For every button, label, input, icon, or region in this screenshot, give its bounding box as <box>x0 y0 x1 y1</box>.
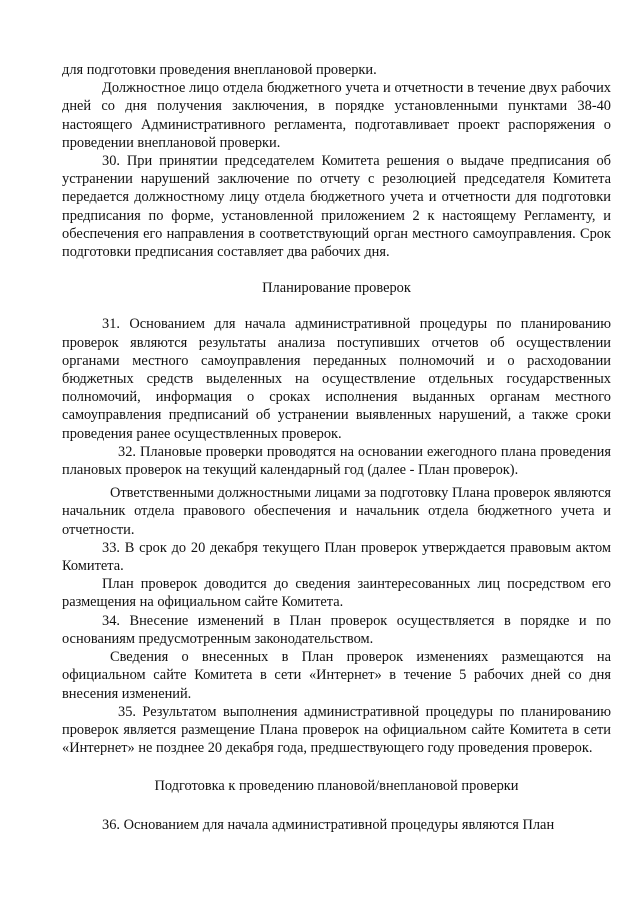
text-column <box>62 61 611 834</box>
paragraph: 33. В срок до 20 декабря текущего План проверок утверждается правовым актом Комитета. <box>62 539 611 575</box>
paragraph: 36. Основанием для начала административной процедуры являются План <box>102 816 555 833</box>
paragraph: 30. При принятии председателем Комитета решения о выдаче предписания об устранении нарушений заключение по отчету с резолюцией председателя Комитета передается должностному лицу отдела бюджетного учета и отчетности для подготовки предписания по форме, установленной приложением 2 к настоящему Регламенту, и обеспечения его направления в соответствующий орган местного самоуправления. Срок подготовки предписания составляет два рабочих дня. <box>62 153 611 261</box>
paragraph: Сведения о внесенных в План проверок изменениях размещаются на официальном сайте Комитета в сети «Интернет» в течение 5 рабочих дней со дня внесения изменений. <box>62 649 611 702</box>
paragraph: 35. Результатом выполнения административной процедуры по планированию проверок является размещение Плана проверок на официальном сайте Комитета в сети «Интернет» не позднее 20 декабря года, предшествующего году проведения проверок. <box>62 703 611 757</box>
paragraph: 34. Внесение изменений в План проверок осуществляется в порядке и по основаниям предусмотренным законодательством. <box>62 612 611 647</box>
paragraph: План проверок доводится до сведения заинтересованных лиц посредством его размещения на официальном сайте Комитета. <box>62 576 611 611</box>
paragraph: для подготовки проведения внеплановой проверки. <box>62 62 377 78</box>
paragraph: 32. Плановые проверки проводятся на основании ежегодного плана проведения плановых проверок на текущий календарный год (далее - План проверок). <box>62 443 611 479</box>
paragraph: 31. Основанием для начала административной процедуры по планированию проверок являются результаты анализа поступивших отчетов об осуществлении органами местного самоуправления переданных полномочий и о расходовании бюджетных средств выделенных на осуществление отдельных государственных полномочий, информация о сроках исполнения выданных органам местного самоуправления предписаний об устранении выявленных нарушений, а также сроки проведения ранее осуществленных проверок. <box>62 316 611 442</box>
paragraph: Должностное лицо отдела бюджетного учета и отчетности в течение двух рабочих дней со дня получения заключения, в порядке установленными пунктами 38-40 настоящего Административного регламента, подготавливает проект распоряжения о проведении внеплановой проверки. <box>62 80 611 151</box>
paragraph: Ответственными должностными лицами за подготовку Плана проверок являются начальник отдела правового обеспечения и начальник отдела бюджетного учета и отчетности. <box>62 485 611 538</box>
section-heading: Подготовка к проведению плановой/внеплановой проверки <box>154 778 519 795</box>
section-heading: Планирование проверок <box>262 280 411 297</box>
